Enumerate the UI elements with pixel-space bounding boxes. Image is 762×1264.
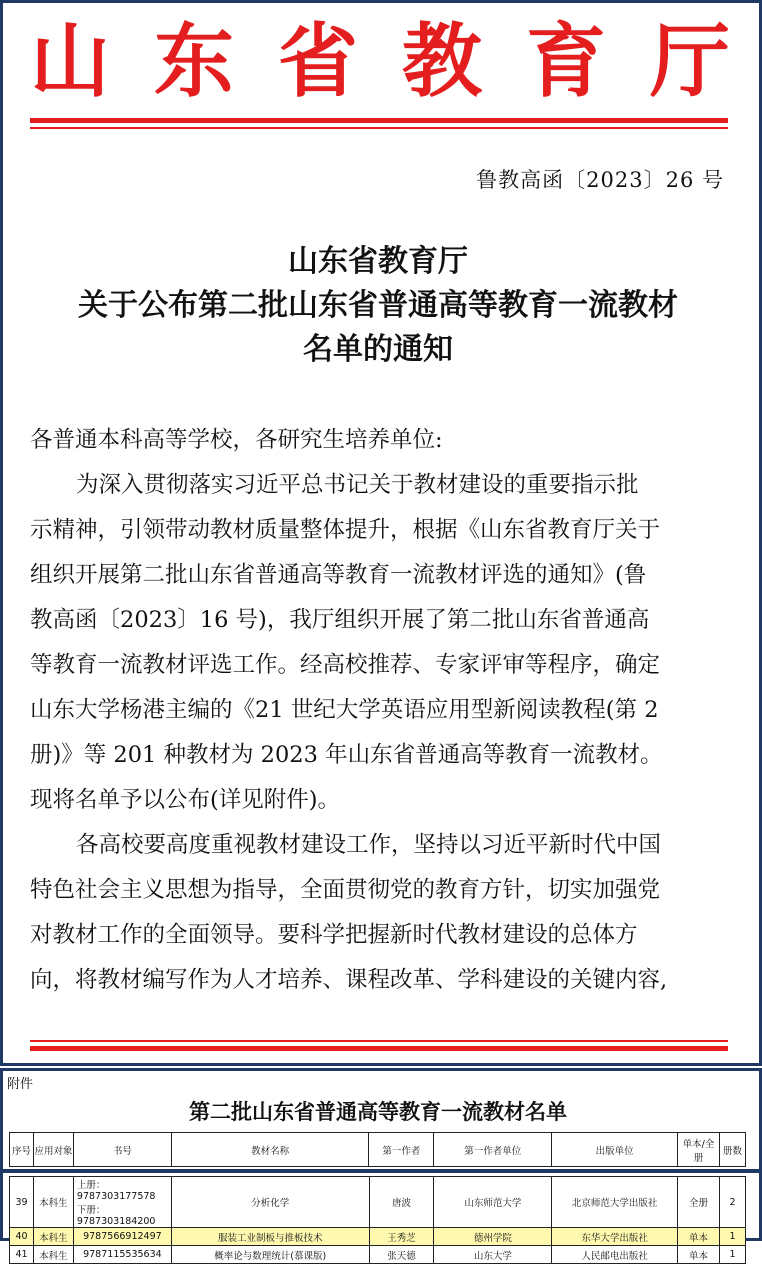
column-header: 教材名称 bbox=[171, 1133, 369, 1167]
row-type: 全册 bbox=[678, 1177, 720, 1228]
body-line: 现将名单予以公布(详见附件)。 bbox=[30, 787, 341, 813]
row-isbn: 9787566912497 bbox=[73, 1228, 171, 1246]
row-author-unit: 德州学院 bbox=[434, 1228, 552, 1246]
banner-char: 教 bbox=[402, 15, 482, 108]
body-line: 山东大学杨港主编的《21 世纪大学英语应用型新阅读教程(第 2 bbox=[30, 697, 659, 723]
row-textbook-name: 分析化学 bbox=[171, 1177, 369, 1228]
footer-rule-thick bbox=[30, 1046, 728, 1051]
table-row bbox=[10, 1246, 746, 1264]
row-author: 唐波 bbox=[369, 1177, 434, 1228]
banner-char: 育 bbox=[526, 15, 606, 108]
row-textbook-name: 服装工业制板与推板技术 bbox=[171, 1228, 369, 1246]
row-publisher: 北京师范大学出版社 bbox=[552, 1177, 678, 1228]
row-number: 40 bbox=[10, 1228, 34, 1246]
column-header: 序号 bbox=[10, 1133, 34, 1167]
attachment-title: 第二批山东省普通高等教育一流教材名单 bbox=[189, 1100, 567, 1124]
row-type: 单本 bbox=[678, 1228, 720, 1246]
table-row-highlighted bbox=[10, 1228, 746, 1246]
letterhead-banner bbox=[30, 15, 730, 108]
column-header: 书号 bbox=[73, 1133, 171, 1167]
column-header: 第一作者单位 bbox=[434, 1133, 552, 1167]
row-author-unit: 山东师范大学 bbox=[434, 1177, 552, 1228]
row-number: 39 bbox=[10, 1177, 34, 1228]
row-count: 1 bbox=[719, 1246, 745, 1264]
textbook-table bbox=[9, 1176, 746, 1264]
document-title-line: 关于公布第二批山东省普通高等教育一流教材 bbox=[78, 288, 678, 323]
body-line: 对教材工作的全面领导。要科学把握新时代教材建设的总体方 bbox=[30, 922, 638, 948]
body-line: 等教育一流教材评选工作。经高校推荐、专家评审等程序，确定 bbox=[30, 652, 661, 678]
document-title-line: 山东省教育厅 bbox=[288, 244, 468, 279]
body-line: 为深入贯彻落实习近平总书记关于教材建设的重要指示批 bbox=[76, 472, 639, 498]
body-line: 组织开展第二批山东省普通高等教育一流教材评选的通知》(鲁 bbox=[30, 562, 647, 588]
document-number: 鲁教高函〔2023〕26 号 bbox=[476, 168, 724, 192]
letterhead-rule-thin bbox=[30, 127, 728, 129]
banner-char: 东 bbox=[154, 15, 234, 108]
row-count: 1 bbox=[719, 1228, 745, 1246]
row-target: 本科生 bbox=[33, 1177, 73, 1228]
row-textbook-name: 概率论与数理统计(慕课版) bbox=[171, 1246, 369, 1264]
row-isbn-line: 下册：9787303184200 bbox=[76, 1205, 156, 1227]
table-row bbox=[10, 1177, 746, 1228]
row-author-unit: 山东大学 bbox=[434, 1246, 552, 1264]
row-publisher: 东华大学出版社 bbox=[552, 1228, 678, 1246]
row-isbn bbox=[73, 1177, 171, 1228]
row-count: 2 bbox=[719, 1177, 745, 1228]
row-publisher: 人民邮电出版社 bbox=[552, 1246, 678, 1264]
document-title-line: 名单的通知 bbox=[303, 332, 453, 367]
column-header: 出版单位 bbox=[552, 1133, 678, 1167]
column-header: 册数 bbox=[719, 1133, 745, 1167]
row-target: 本科生 bbox=[33, 1228, 73, 1246]
body-line: 特色社会主义思想为指导，全面贯彻党的教育方针，切实加强党 bbox=[30, 877, 661, 903]
body-line: 册)》等 201 种教材为 2023 年山东省普通高等教育一流教材。 bbox=[30, 742, 663, 768]
footer-rule-thin bbox=[30, 1040, 728, 1042]
row-type: 单本 bbox=[678, 1246, 720, 1264]
letterhead-rule-thick bbox=[30, 118, 728, 123]
row-target: 本科生 bbox=[33, 1246, 73, 1264]
salutation: 各普通本科高等学校，各研究生培养单位: bbox=[30, 427, 443, 453]
column-header: 第一作者 bbox=[369, 1133, 434, 1167]
row-author: 王秀芝 bbox=[369, 1228, 434, 1246]
banner-char: 山 bbox=[30, 15, 110, 108]
body-line: 示精神，引领带动教材质量整体提升，根据《山东省教育厅关于 bbox=[30, 517, 661, 543]
textbook-table-header bbox=[9, 1132, 746, 1167]
body-line: 向，将教材编写作为人才培养、课程改革、学科建设的关键内容, bbox=[30, 967, 668, 993]
row-isbn: 9787115535634 bbox=[73, 1246, 171, 1264]
column-header: 应用对象 bbox=[33, 1133, 73, 1167]
body-line: 教高函〔2023〕16 号)，我厅组织开展了第二批山东省普通高 bbox=[30, 607, 650, 633]
row-author: 张天德 bbox=[369, 1246, 434, 1264]
banner-char: 厅 bbox=[650, 15, 730, 108]
row-isbn-line: 上册：9787303177578 bbox=[76, 1180, 156, 1202]
row-number: 41 bbox=[10, 1246, 34, 1264]
attachment-label: 附件 bbox=[7, 1077, 34, 1092]
body-line: 各高校要高度重视教材建设工作，坚持以习近平新时代中国 bbox=[76, 832, 662, 858]
banner-char: 省 bbox=[278, 15, 358, 108]
column-header: 单本/全册 bbox=[678, 1133, 720, 1167]
